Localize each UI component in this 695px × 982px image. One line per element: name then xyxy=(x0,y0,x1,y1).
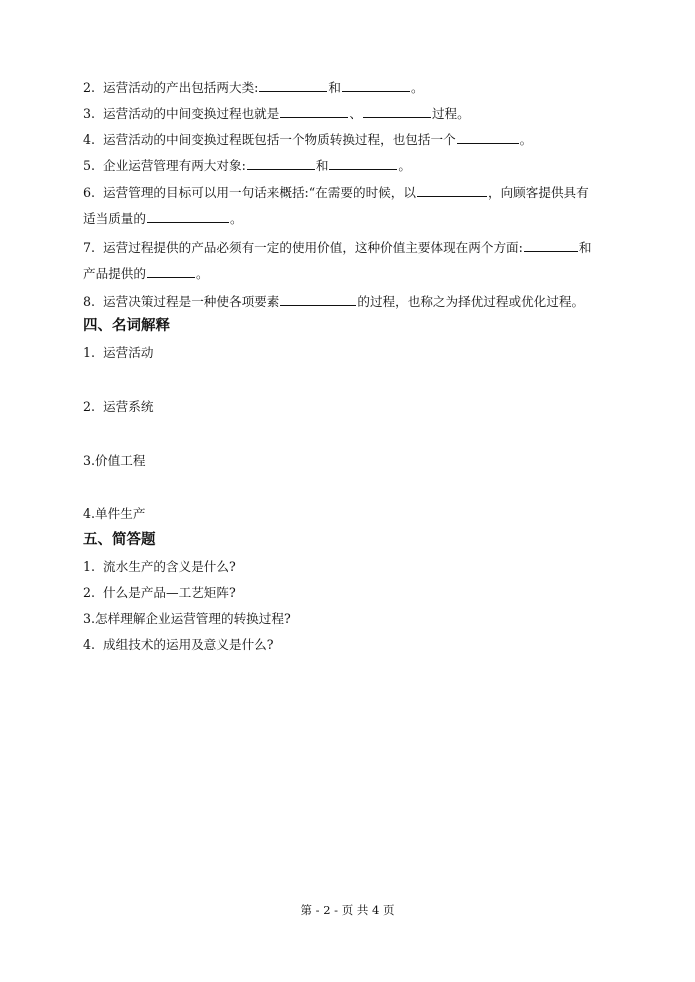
question-text: 运营活动的产出包括两大类: xyxy=(103,80,259,95)
fill-in-question-7-cont xyxy=(83,264,643,283)
item-text: 运营活动 xyxy=(103,345,154,360)
item-text: 成组技术的运用及意义是什么? xyxy=(103,637,274,652)
question-number: 6. xyxy=(83,185,96,200)
term-item xyxy=(83,452,643,470)
answer-blank[interactable] xyxy=(342,78,410,92)
question-text: 产品提供的 xyxy=(83,266,146,281)
section-heading-short-answer: 五、简答题 xyxy=(83,532,156,548)
short-answer-item xyxy=(83,636,643,654)
question-text: 运营活动的中间变换过程也就是 xyxy=(103,106,280,121)
item-number: 2. xyxy=(83,585,96,600)
question-text: 过程。 xyxy=(431,106,470,121)
fill-in-question-4 xyxy=(83,130,643,149)
answer-blank[interactable] xyxy=(363,104,431,118)
item-number: 3. xyxy=(83,611,96,626)
question-text: 适当质量的 xyxy=(83,211,146,226)
item-text: 单件生产 xyxy=(95,506,146,521)
question-text: 和 xyxy=(578,240,592,255)
item-number: 1. xyxy=(83,345,96,360)
question-text: 和 xyxy=(315,158,329,173)
fill-in-question-6-cont xyxy=(83,209,643,228)
section-heading-term-definitions: 四、名词解释 xyxy=(83,318,170,334)
item-number: 4. xyxy=(83,506,96,521)
answer-blank[interactable] xyxy=(259,78,327,92)
question-text: 和 xyxy=(328,80,341,95)
item-number: 1. xyxy=(83,559,96,574)
answer-blank[interactable] xyxy=(524,238,578,252)
question-text: ，向顾客提供具有 xyxy=(487,185,589,200)
fill-in-question-2 xyxy=(83,78,643,97)
question-number: 3. xyxy=(83,106,96,121)
fill-in-question-7 xyxy=(83,238,643,257)
item-number: 2. xyxy=(83,399,96,414)
item-text: 价值工程 xyxy=(95,453,146,468)
question-text: 运营活动的中间变换过程既包括一个物质转换过程，也包括一个 xyxy=(103,132,456,147)
question-number: 2. xyxy=(83,80,96,95)
answer-blank[interactable] xyxy=(329,156,397,170)
question-number: 5. xyxy=(83,158,96,173)
question-text: 。 xyxy=(195,266,209,281)
question-text: 运营管理的目标可以用一句话来概括:“在需要的时候，以 xyxy=(103,185,416,200)
question-text: 。 xyxy=(398,158,411,173)
fill-in-question-6 xyxy=(83,183,643,202)
short-answer-item xyxy=(83,558,643,576)
answer-blank[interactable] xyxy=(457,130,519,144)
question-text: 。 xyxy=(229,211,243,226)
fill-in-question-8 xyxy=(83,292,643,311)
item-number: 4. xyxy=(83,637,96,652)
question-number: 4. xyxy=(83,132,96,147)
answer-blank[interactable] xyxy=(147,264,195,278)
short-answer-item xyxy=(83,584,643,602)
fill-in-question-3 xyxy=(83,104,643,123)
question-text: 、 xyxy=(349,106,362,121)
item-text: 运营系统 xyxy=(103,399,154,414)
answer-blank[interactable] xyxy=(280,104,348,118)
item-text: 怎样理解企业运营管理的转换过程? xyxy=(95,611,291,626)
question-text: 。 xyxy=(411,80,424,95)
page-number-footer: 第 - 2 - 页 共 4 页 xyxy=(300,903,395,917)
term-item xyxy=(83,505,643,523)
question-number: 8. xyxy=(83,294,96,309)
answer-blank[interactable] xyxy=(247,156,315,170)
question-text: 运营决策过程是一种使各项要素 xyxy=(103,294,280,309)
answer-blank[interactable] xyxy=(147,209,229,223)
item-number: 3. xyxy=(83,453,96,468)
answer-blank[interactable] xyxy=(417,183,487,197)
question-number: 7. xyxy=(83,240,96,255)
question-text: 。 xyxy=(519,132,533,147)
question-text: 企业运营管理有两大对象: xyxy=(103,158,246,173)
answer-blank[interactable] xyxy=(280,292,356,306)
fill-in-question-5 xyxy=(83,156,643,175)
term-item xyxy=(83,398,643,416)
question-text: 的过程，也称之为择优过程或优化过程。 xyxy=(357,294,585,309)
short-answer-item xyxy=(83,610,643,628)
item-text: 什么是产品—工艺矩阵? xyxy=(103,585,236,600)
question-text: 运营过程提供的产品必须有一定的使用价值，这种价值主要体现在两个方面: xyxy=(103,240,523,255)
term-item xyxy=(83,344,643,362)
item-text: 流水生产的含义是什么? xyxy=(103,559,236,574)
